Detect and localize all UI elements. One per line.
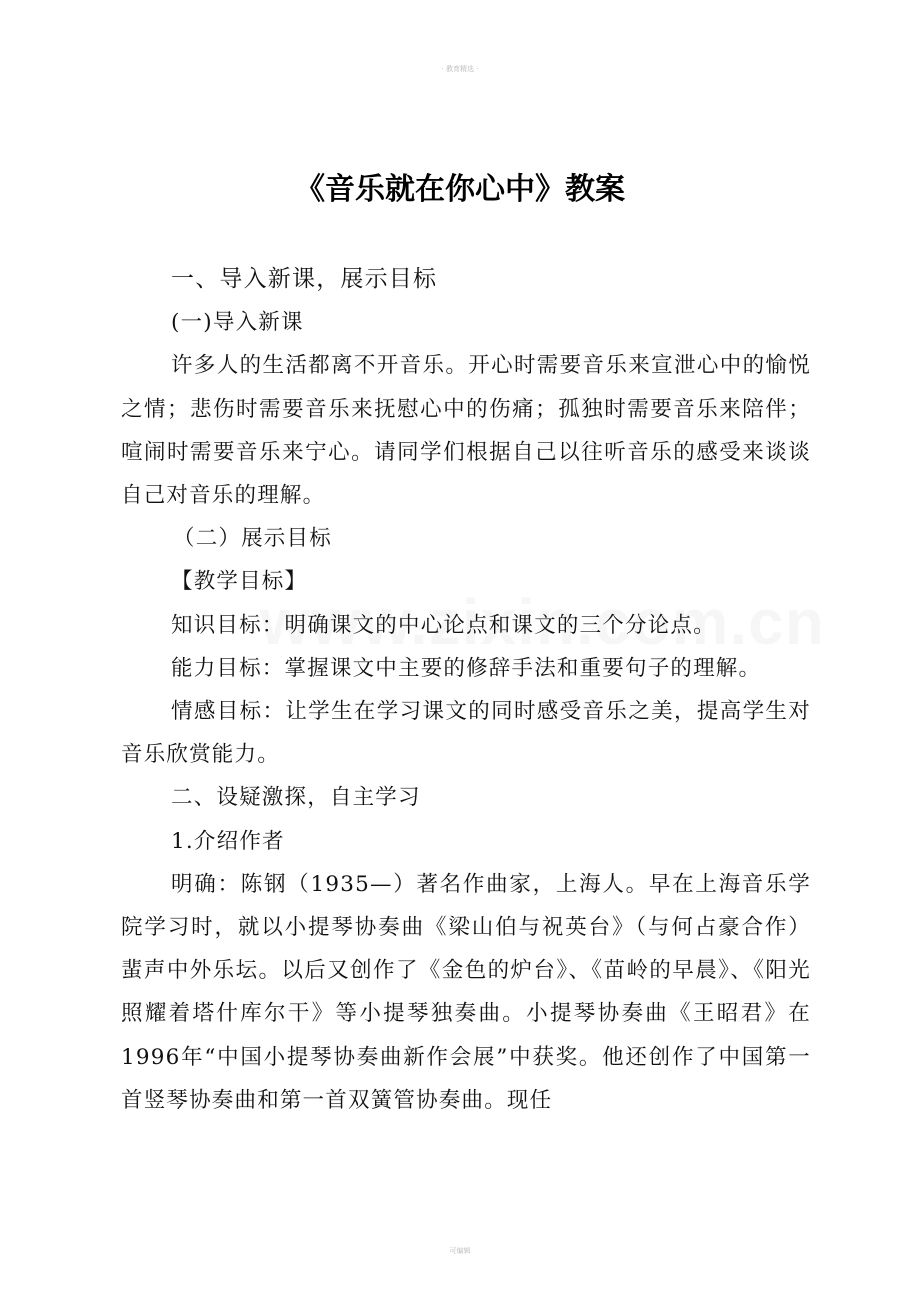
subsection-heading-1: (一)导入新课 <box>171 310 304 336</box>
document-body <box>121 258 811 1122</box>
header-mark: · 教育精选 · <box>441 65 479 73</box>
section-heading-2: 二、设疑激探，自主学习 <box>171 785 421 811</box>
document-title: 《音乐就在你心中》教案 <box>295 172 625 207</box>
author-intro-paragraph: 明确：陈钢（1935—）著名作曲家，上海人。早在上海音乐学院学习时，就以小提琴协奏曲《梁山伯与祝英台》（与何占豪合作）蜚声中外乐坛。以后又创作了《金色的炉台》、《苗岭的早晨》、《阳光照耀着塔什库尔干》等小提琴独奏曲。小提琴协奏曲《王昭君》在1996年“中国小提琴协奏曲新作会展”中获奖。他还创作了中国第一首竖琴协奏曲和第一首双簧管协奏曲。现任 <box>121 871 811 1113</box>
teaching-goals-heading: 【教学目标】 <box>171 569 308 595</box>
subsection-heading-2: （二）展示目标 <box>173 526 332 552</box>
footer-mark: 可编辑 <box>449 1247 471 1255</box>
emotion-goal: 情感目标：让学生在学习课文的同时感受音乐之美，提高学生对音乐欣赏能力。 <box>121 699 811 768</box>
body-paragraph: 许多人的生活都离不开音乐。开心时需要音乐来宣泄心中的愉悦之情；悲伤时需要音乐来抚慰心中的伤痛；孤独时需要音乐来陪伴；喧闹时需要音乐来宁心。请同学们根据自己以往听音乐的感受来谈谈自己对音乐的理解。 <box>121 353 811 509</box>
ability-goal: 能力目标：掌握课文中主要的修辞手法和重要句子的理解。 <box>171 655 762 681</box>
item-heading-1: 1.介绍作者 <box>171 828 285 854</box>
section-heading-1: 一、导入新课，展示目标 <box>171 266 438 292</box>
knowledge-goal: 知识目标：明确课文的中心论点和课文的三个分论点。 <box>171 612 716 638</box>
